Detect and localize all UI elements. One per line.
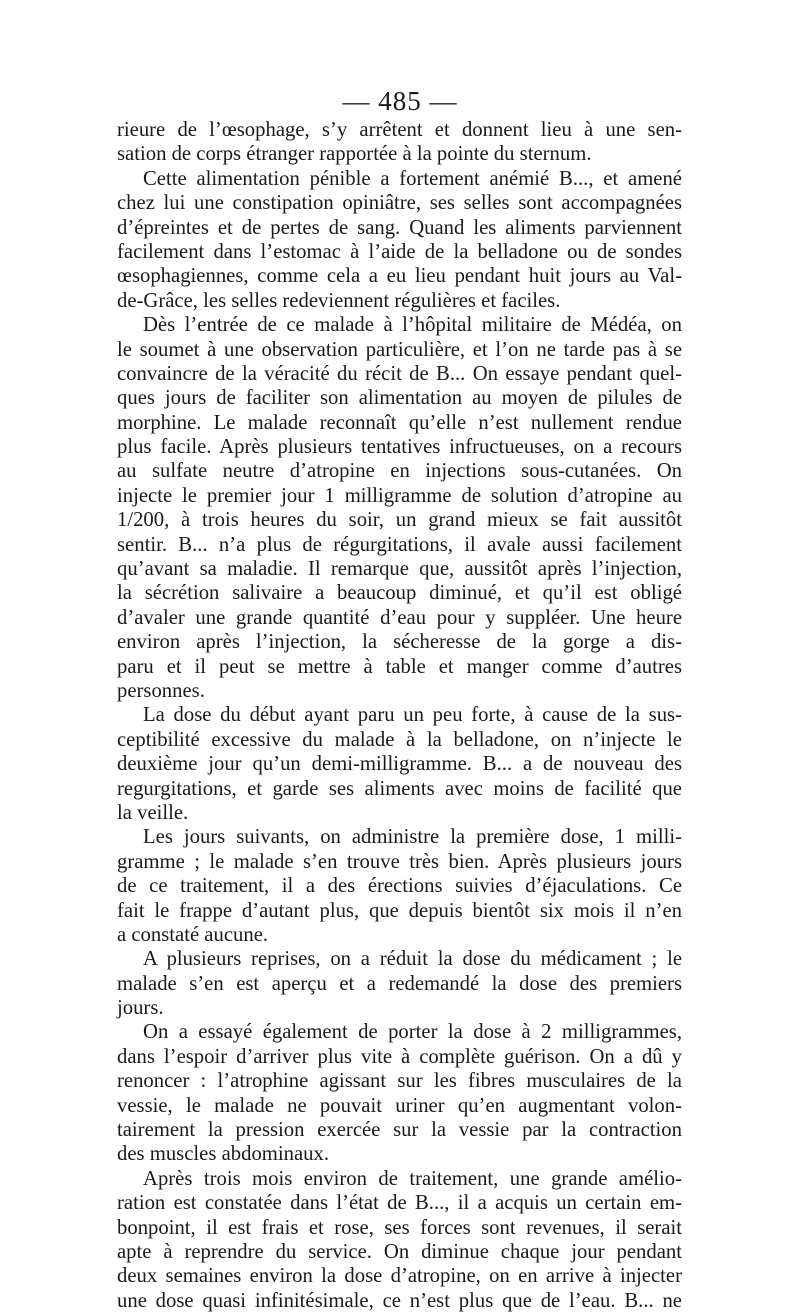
text-line: ration est constatée dans l’état de B..., il a acquis un certain em- — [117, 1192, 682, 1215]
text-line: La dose du début ayant paru un peu forte, à cause de la sus- — [143, 704, 682, 727]
text-line: vessie, le malade ne pouvait uriner qu’en augmentant volon- — [117, 1094, 682, 1117]
text-line: d’avaler une grande quantité d’eau pour y suppléer. Une heure — [117, 606, 682, 629]
text-line: personnes. — [117, 679, 205, 702]
text-line: Cette alimentation pénible a fortement anémié B..., et amené — [143, 167, 682, 190]
text-line: tairement la pression exercée sur la vessie par la contraction — [117, 1119, 682, 1142]
text-line: de-Grâce, les selles redeviennent régulières et faciles. — [117, 289, 561, 312]
text-line: gramme ; le malade s’en trouve très bien. Après plusieurs jours — [117, 850, 682, 873]
page-number: — 485 — — [342, 86, 458, 116]
text-line: convaincre de la véracité du récit de B... On essaye pendant quel- — [117, 362, 682, 385]
text-line: dans l’espoir d’arriver plus vite à complète guérison. On a dû y — [117, 1045, 682, 1068]
body-text — [117, 118, 682, 1313]
text-line: deux semaines environ la dose d’atropine, on en arrive à injecter — [117, 1265, 682, 1288]
text-line: chez lui une constipation opiniâtre, ses selles sont accompagnées — [117, 192, 682, 215]
text-line: le soumet à une observation particulière, et l’on ne tarde pas à se — [117, 338, 682, 361]
text-line: injecte le premier jour 1 milligramme de solution d’atropine au — [117, 484, 682, 507]
text-line: A plusieurs reprises, on a réduit la dose du médicament ; le — [143, 948, 682, 971]
text-line: a constaté aucune. — [117, 923, 269, 946]
text-line: regurgitations, et garde ses aliments avec moins de facilité que — [117, 777, 682, 800]
text-line: facilement dans l’estomac à l’aide de la belladone ou de sondes — [117, 240, 682, 263]
text-line: renoncer : l’atrophine agissant sur les fibres musculaires de la — [117, 1070, 682, 1093]
text-line: jours. — [117, 997, 164, 1020]
text-line: malade s’en est aperçu et a redemandé la dose des premiers — [117, 972, 682, 995]
text-line: environ après l’injection, la sécheresse de la gorge a dis- — [117, 631, 682, 654]
text-line: sentir. B... n’a plus de régurgitations, il avale aussi facilement — [117, 533, 682, 556]
text-line: au sulfate neutre d’atropine en injections sous-cutanées. On — [117, 460, 682, 483]
text-line: une dose quasi infinitésimale, ce n’est plus que de l’eau. B... ne — [117, 1289, 682, 1312]
text-line: paru et il peut se mettre à table et manger comme d’autres — [117, 655, 682, 678]
text-line: d’épreintes et de pertes de sang. Quand les aliments parviennent — [117, 216, 682, 239]
text-line: la sécrétion salivaire a beaucoup diminué, et qu’il est obligé — [117, 582, 682, 605]
text-line: des muscles abdominaux. — [117, 1143, 330, 1166]
text-line: rieure de l’œsophage, s’y arrêtent et donnent lieu à une sen- — [117, 119, 682, 141]
text-line: 1/200, à trois heures du soir, un grand mieux se fait aussitôt — [117, 509, 682, 532]
text-line: morphine. Le malade reconnaît qu’elle n’est nullement rendue — [117, 411, 682, 434]
text-line: sation de corps étranger rapportée à la pointe du sternum. — [117, 143, 592, 166]
text-line: ques jours de faciliter son alimentation au moyen de pilules de — [117, 387, 682, 410]
text-line: apte à reprendre du service. On diminue chaque jour pendant — [117, 1240, 682, 1263]
text-line: bonpoint, il est frais et rose, ses forces sont revenues, il serait — [117, 1216, 682, 1239]
text-line: deuxième jour qu’un demi-milligramme. B... a de nouveau des — [117, 753, 682, 776]
text-line: qu’avant sa maladie. Il remarque que, aussitôt après l’injection, — [117, 558, 682, 581]
text-line: Après trois mois environ de traitement, une grande amélio- — [143, 1167, 682, 1190]
text-line: la veille. — [117, 801, 189, 824]
text-line: de ce traitement, il a des érections suivies d’éjaculations. Ce — [117, 875, 682, 898]
text-line: plus facile. Après plusieurs tentatives infructueuses, on a recours — [117, 436, 682, 459]
text-line: ceptibilité excessive du malade à la belladone, on n’injecte le — [117, 728, 682, 751]
text-line: œsophagiennes, comme cela a eu lieu pendant huit jours au Val- — [117, 265, 682, 288]
text-line: On a essayé également de porter la dose à 2 milligrammes, — [143, 1021, 682, 1044]
text-line: Dès l’entrée de ce malade à l’hôpital militaire de Médéa, on — [143, 314, 682, 337]
text-line: fait le frappe d’autant plus, que depuis bientôt six mois il n’en — [117, 899, 682, 922]
text-line: Les jours suivants, on administre la première dose, 1 milli- — [143, 826, 682, 849]
